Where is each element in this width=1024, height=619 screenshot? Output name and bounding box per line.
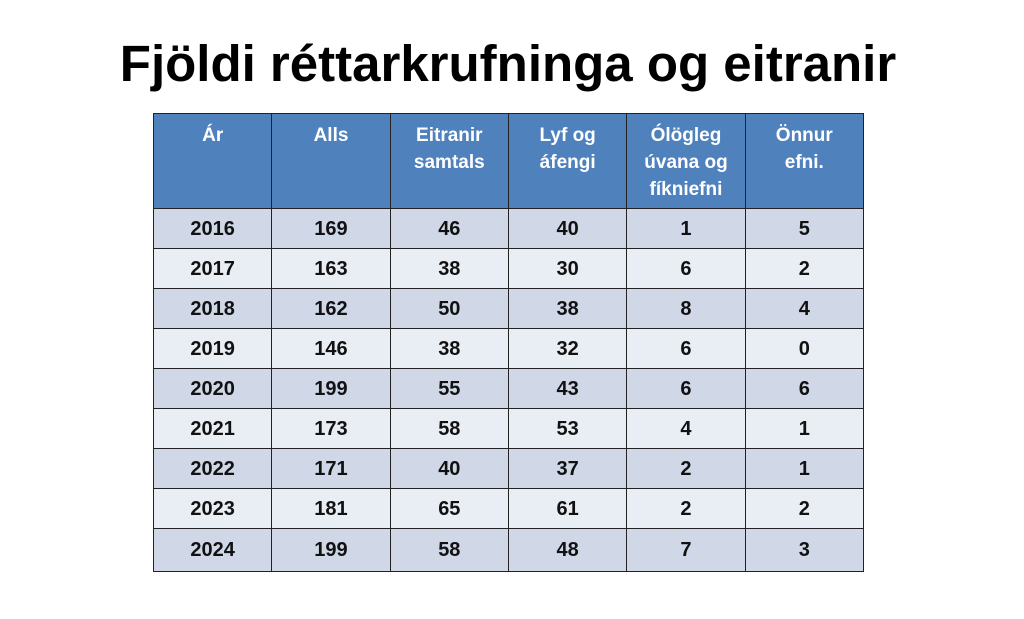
table-body [154, 209, 864, 572]
table-cell: 46 [390, 209, 508, 249]
column-header-label: Alls [313, 125, 349, 146]
table-cell: 173 [272, 409, 390, 449]
table-cell: 58 [390, 529, 508, 572]
table-cell: 2024 [154, 529, 272, 572]
table-row [154, 409, 864, 449]
page-title: Fjöldi réttarkrufninga og eitranir [119, 35, 897, 92]
table-cell: 181 [272, 489, 390, 529]
table-cell: 162 [272, 289, 390, 329]
table-cell: 40 [508, 209, 626, 249]
column-header-label: Lyf og áfengi [539, 125, 596, 173]
table-cell: 6 [745, 369, 863, 409]
data-table [153, 113, 864, 572]
table-cell: 6 [627, 249, 745, 289]
table-cell: 0 [745, 329, 863, 369]
table-cell: 30 [508, 249, 626, 289]
table-cell: 2016 [154, 209, 272, 249]
table-header [154, 114, 864, 209]
table-cell: 1 [627, 209, 745, 249]
table-cell: 40 [390, 449, 508, 489]
table-cell: 8 [627, 289, 745, 329]
table-cell: 7 [627, 529, 745, 572]
table-cell: 58 [390, 409, 508, 449]
column-header-illegal-drugs [627, 114, 745, 209]
table-cell: 3 [745, 529, 863, 572]
table-cell: 2018 [154, 289, 272, 329]
table-cell: 55 [390, 369, 508, 409]
table-cell: 43 [508, 369, 626, 409]
table-cell: 2 [745, 489, 863, 529]
table-cell: 38 [508, 289, 626, 329]
table-row [154, 529, 864, 572]
table-cell: 38 [390, 249, 508, 289]
table-cell: 199 [272, 369, 390, 409]
table-cell: 2023 [154, 489, 272, 529]
column-header-label: Ár [202, 125, 224, 146]
table-cell: 5 [745, 209, 863, 249]
table-cell: 2019 [154, 329, 272, 369]
table-cell: 1 [745, 449, 863, 489]
column-header-drugs-alcohol [508, 114, 626, 209]
table-cell: 2 [627, 489, 745, 529]
table-row [154, 249, 864, 289]
header-row [154, 114, 864, 209]
column-header-poisonings-total [390, 114, 508, 209]
table-row [154, 369, 864, 409]
table-cell: 50 [390, 289, 508, 329]
table-cell: 2017 [154, 249, 272, 289]
column-header-label: Ólögleg úvana og fíkniefni [644, 125, 728, 200]
table-row [154, 449, 864, 489]
table-cell: 65 [390, 489, 508, 529]
table-cell: 32 [508, 329, 626, 369]
table-cell: 2 [745, 249, 863, 289]
table-cell: 146 [272, 329, 390, 369]
table-row [154, 489, 864, 529]
column-header-label: Önnur efni. [775, 125, 833, 173]
table-cell: 171 [272, 449, 390, 489]
table-cell: 6 [627, 369, 745, 409]
table-cell: 6 [627, 329, 745, 369]
column-header-year [154, 114, 272, 209]
table-cell: 2022 [154, 449, 272, 489]
table-cell: 4 [627, 409, 745, 449]
table-cell: 2020 [154, 369, 272, 409]
table-cell: 48 [508, 529, 626, 572]
column-header-other-substances [745, 114, 863, 209]
table-cell: 53 [508, 409, 626, 449]
table-row [154, 209, 864, 249]
table-cell: 2021 [154, 409, 272, 449]
table-cell: 199 [272, 529, 390, 572]
table-cell: 37 [508, 449, 626, 489]
column-header-total [272, 114, 390, 209]
table-cell: 2 [627, 449, 745, 489]
table-row [154, 289, 864, 329]
table-cell: 163 [272, 249, 390, 289]
table-cell: 4 [745, 289, 863, 329]
table-cell: 1 [745, 409, 863, 449]
table-cell: 61 [508, 489, 626, 529]
table-cell: 38 [390, 329, 508, 369]
table-cell: 169 [272, 209, 390, 249]
table-row [154, 329, 864, 369]
column-header-label: Eitranir samtals [413, 125, 485, 173]
